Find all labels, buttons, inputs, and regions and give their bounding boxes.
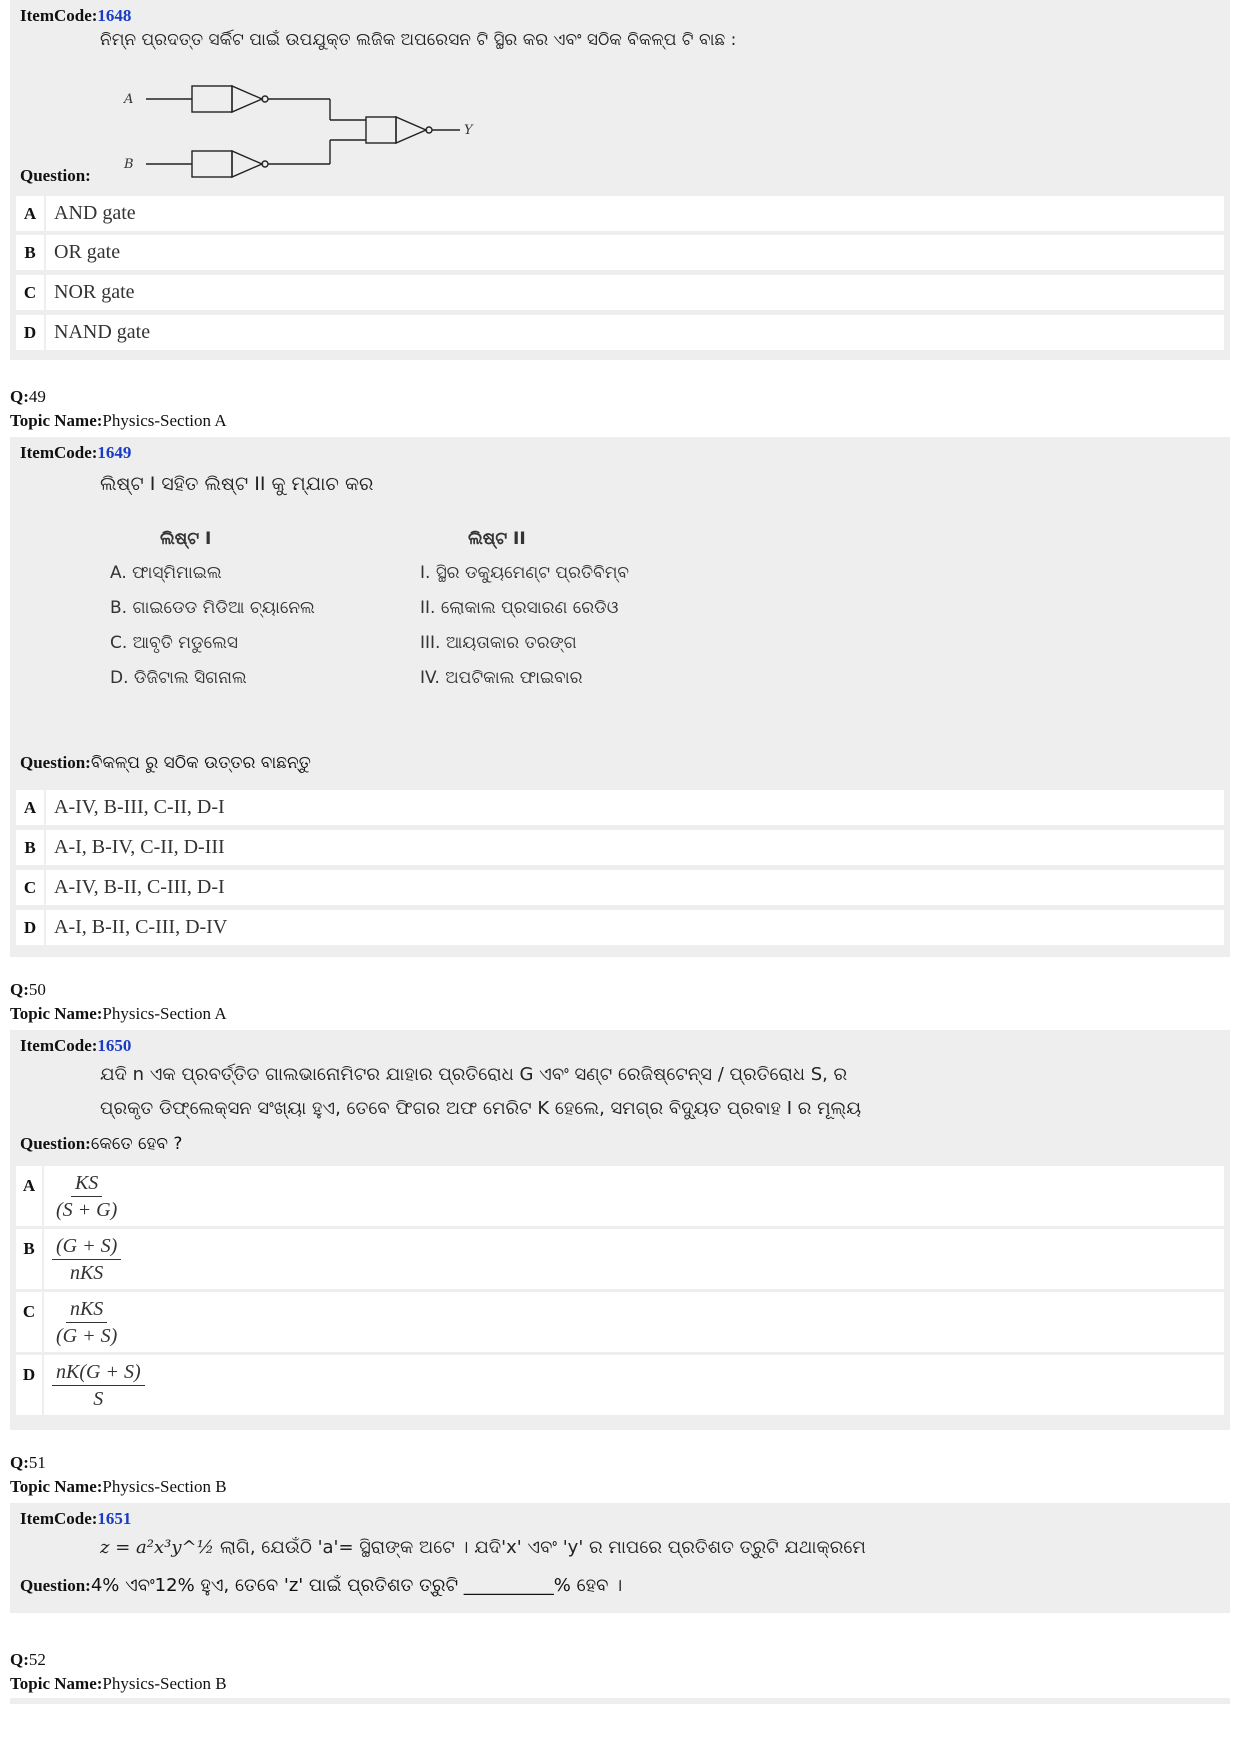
question-label: Question:ବିକଳ୍ପ ରୁ ସଠିକ ଉତ୍ତର ବାଛନ୍ତୁ xyxy=(20,753,311,773)
option-text: AND gate xyxy=(54,202,136,224)
list-two-item: III. ଆୟତାକାର ତରଙ୍ଗ xyxy=(420,633,577,653)
question-card-1651 xyxy=(10,1503,1230,1613)
option-letter: C xyxy=(16,1292,44,1352)
option-letter: B xyxy=(16,235,46,270)
option-text: A-I, B-IV, C-II, D-III xyxy=(54,836,225,858)
question-label: Question:କେତେ ହେବ ? xyxy=(20,1134,183,1154)
fraction: $\frac{nK(G + S)}{S}$ xyxy=(52,1359,145,1412)
item-code: ItemCode:1648 xyxy=(20,6,132,25)
option-letter: A xyxy=(16,790,46,825)
question-card-1650 xyxy=(10,1030,1230,1430)
option-text: A-IV, B-III, C-II, D-I xyxy=(54,796,225,818)
option-letter: C xyxy=(16,275,46,310)
option-a[interactable] xyxy=(16,790,1224,825)
fraction: $\frac{KS}{(S + G)}$ xyxy=(56,1171,118,1221)
item-code-number: 1648 xyxy=(97,6,132,25)
option-d[interactable] xyxy=(16,315,1224,350)
topic-name: Physics-Section B xyxy=(102,1477,227,1496)
output-y-label: Y xyxy=(464,123,473,138)
question-header-51: Q:51 Topic Name:Physics-Section B xyxy=(10,1453,227,1496)
item-code: ItemCode:1651 xyxy=(20,1509,132,1528)
question-text: କେତେ ହେବ ? xyxy=(90,1134,183,1154)
option-text: A-IV, B-II, C-III, D-I xyxy=(54,876,225,898)
list-one-item: B. ଗାଇଡେଡ ମିଡିଆ ଚ୍ୟାନେଲ xyxy=(110,598,315,618)
fraction: $\frac{\text{nKS}}{(G + S)}$ xyxy=(56,1297,118,1347)
item-code-number: 1650 xyxy=(97,1036,132,1055)
question-text: 4% ଏବଂ12% ହୁଏ, ତେବେ 'z' ପାଇଁ ପ୍ରତିଶତ ତ୍ରୁଟି __________% ହେବ । xyxy=(90,1575,623,1596)
question-header-49: Q:49 Topic Name:Physics-Section A xyxy=(10,387,227,430)
option-text: NAND gate xyxy=(54,321,151,343)
question-card-1649 xyxy=(10,437,1230,957)
list-two xyxy=(420,529,629,703)
list-one-item: A. ଫାସ୍ମିମାଇଲ xyxy=(110,563,222,583)
question-prompt: ଲିଷ୍ଟ I ସହିତ ଲିଷ୍ଟ II କୁ ମ୍ଯାଚ କର xyxy=(100,473,374,495)
option-b[interactable] xyxy=(16,235,1224,270)
item-code-number: 1651 xyxy=(97,1509,132,1528)
question-prompt-line-2: ପ୍ରକୃତ ଡିଫ୍ଲେକ୍ସନ ସଂଖ୍ୟା ହୁଏ, ତେବେ ଫିଗର ଅଫ ମେରିଟ K ହେଲେ, ସମଗ୍ର ବିଦ୍ୟୁତ ପ୍ରବାହ I ର ମୂଲ୍ୟ xyxy=(100,1098,862,1119)
topic-name: Physics-Section B xyxy=(102,1674,227,1693)
list-one-item: D. ଡିଜିଟାଲ ସିଗନାଲ xyxy=(110,668,247,688)
input-b-label: B xyxy=(124,157,134,172)
option-letter: B xyxy=(16,1229,44,1289)
question-card-1648 xyxy=(10,0,1230,360)
option-c[interactable] xyxy=(16,870,1224,905)
question-number: 49 xyxy=(28,387,46,406)
topic-name: Physics-Section A xyxy=(102,1004,227,1023)
option-c[interactable] xyxy=(16,1292,1224,1352)
question-header-50: Q:50 Topic Name:Physics-Section A xyxy=(10,980,227,1023)
option-c[interactable] xyxy=(16,275,1224,310)
option-text: NOR gate xyxy=(54,281,135,303)
option-a[interactable] xyxy=(16,1166,1224,1226)
item-code: ItemCode:1649 xyxy=(20,443,132,462)
option-b[interactable] xyxy=(16,830,1224,865)
list-two-item: II. ଲୋକାଲ ପ୍ରସାରଣ ରେଡିଓ xyxy=(420,598,619,618)
list-one-title: ଲିଷ୍ଟ I xyxy=(160,529,212,549)
question-label: Question:4% ଏବଂ12% ହୁଏ, ତେବେ 'z' ପାଇଁ ପ୍ରତିଶତ ତ୍ରୁଟି __________% ହେବ । xyxy=(20,1575,623,1596)
option-letter: A xyxy=(16,196,46,231)
logic-circuit-diagram xyxy=(110,68,490,188)
option-letter: B xyxy=(16,830,46,865)
option-b[interactable] xyxy=(16,1229,1224,1289)
option-text: A-I, B-II, C-III, D-IV xyxy=(54,916,228,938)
option-a[interactable] xyxy=(16,196,1224,231)
question-header-52: Q:52 Topic Name:Physics-Section B xyxy=(10,1650,227,1693)
input-a-label: A xyxy=(124,92,134,107)
question-label: Question: xyxy=(20,166,91,185)
option-d[interactable] xyxy=(16,1355,1224,1415)
topic-name: Physics-Section A xyxy=(102,411,227,430)
list-two-title: ଲିଷ୍ଟ II xyxy=(468,529,526,549)
question-number: 51 xyxy=(28,1453,46,1472)
option-letter: C xyxy=(16,870,46,905)
list-one xyxy=(110,529,315,703)
question-prompt-line-1: z = a²x³y^½ ଲାଗି, ଯେଉଁଠି 'a'= ସ୍ଥିରାଙ୍କ ଅଟେ । ଯଦି'x' ଏବଂ 'y' ର ମାପରେ ପ୍ରତିଶତ ତ୍ରୁଟି ଯଥାକ୍ରମେ xyxy=(100,1537,866,1558)
question-prompt-line-1: ଯଦି n ଏକ ପ୍ରବର୍ତ୍ତିତ ଗାଲଭାନୋମିଟର ଯାହାର ପ୍ରତିରୋଧ G ଏବଂ ସଣ୍ଟ ରେଜିଷ୍ଟେନ୍ସ / ପ୍ରତିରୋଧ S, ର xyxy=(100,1064,848,1085)
option-d[interactable] xyxy=(16,910,1224,945)
question-number: 50 xyxy=(28,980,46,999)
option-letter: D xyxy=(16,315,46,350)
list-one-item: C. ଆବୃତି ମଡୁଲେସ xyxy=(110,633,238,653)
question-text: ବିକଳ୍ପ ରୁ ସଠିକ ଉତ୍ତର ବାଛନ୍ତୁ xyxy=(90,753,311,773)
question-card-next xyxy=(10,1698,1230,1704)
option-letter: A xyxy=(16,1166,44,1226)
item-code-number: 1649 xyxy=(97,443,132,462)
option-letter: D xyxy=(16,910,46,945)
option-text: OR gate xyxy=(54,241,121,263)
list-two-item: IV. ଅପଟିକାଲ ଫାଇବାର xyxy=(420,668,583,688)
formula: z = a²x³y^½ xyxy=(100,1537,215,1558)
question-prompt: ନିମ୍ନ ପ୍ରଦତ୍ତ ସର୍କିଟ ପାଇଁ ଉପଯୁକ୍ତ ଲଜିକ ଅପରେସନ ଟି ସ୍ଥିର କର ଏବଂ ସଠିକ ବିକଳ୍ପ ଟି ବାଛ : xyxy=(100,30,737,50)
item-code: ItemCode:1650 xyxy=(20,1036,132,1055)
list-two-item: I. ସ୍ଥିର ଡକ୍ୟୁମେଣ୍ଟ ପ୍ରତିବିମ୍ବ xyxy=(420,563,630,583)
fraction: $\frac{(G + S)}{\text{nKS}}$ xyxy=(52,1233,121,1286)
question-number: 52 xyxy=(28,1650,46,1669)
option-letter: D xyxy=(16,1355,44,1415)
